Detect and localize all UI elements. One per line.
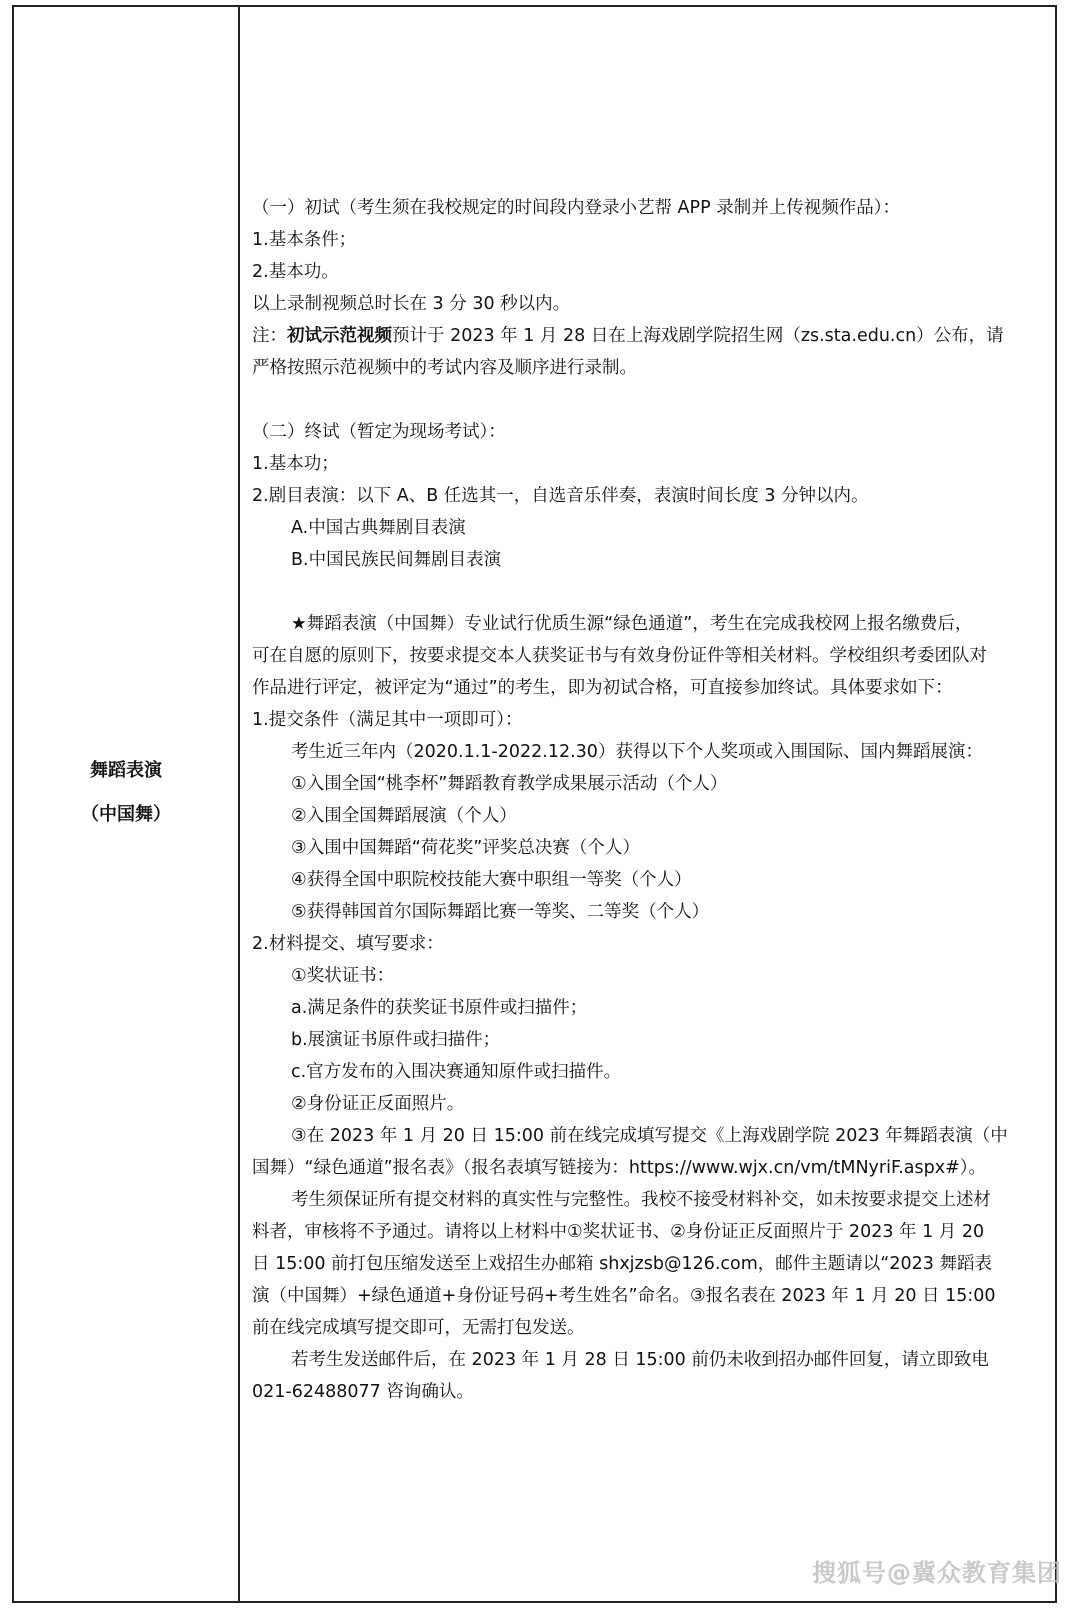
column-divider	[238, 5, 240, 1603]
prelim-duration: 以上录制视频总时长在 3 分 30 秒以内。	[252, 294, 571, 314]
award-item: ③入围中国舞蹈“荷花奖”评奖总决赛（个人）	[291, 838, 640, 858]
green-intro-2: 可在自愿的原则下，按要求提交本人获奖证书与有效身份证件等相关材料。学校组织考委团队对	[252, 646, 987, 666]
award-item: ②入围全国舞蹈展演（个人）	[291, 806, 517, 826]
note-rest: 预计于 2023 年 1 月 28 日在上海戏剧学院招生网（zs.sta.edu.cn）公布，请	[392, 326, 1004, 346]
prelim-heading: （一）初试（考生须在我校规定的时间段内登录小艺帮 APP 录制并上传视频作品）：	[252, 198, 900, 218]
materials-a: a.满足条件的获奖证书原件或扫描件；	[291, 998, 588, 1018]
verify-line-3: 日 15:00 前打包压缩发送至上戏招生办邮箱 shxjzsb@126.com，邮件主题请以“2023 舞蹈表	[252, 1254, 992, 1274]
prelim-item-1: 1.基本条件；	[252, 230, 357, 250]
verify-line-5: 前在线完成填写提交即可，无需打包发送。	[252, 1318, 585, 1338]
verify-line-2: 料者，审核将不予通过。请将以上材料中①奖状证书、②身份证正反面照片于 2023 年 1 月 20	[252, 1222, 985, 1242]
prelim-item-2: 2.基本功。	[252, 262, 339, 282]
final-heading: （二）终试（暂定为现场考试）：	[252, 422, 506, 442]
requirements-content	[252, 192, 1052, 1408]
materials-heading: 2.材料提交、填写要求：	[252, 934, 444, 954]
award-item: ①入围全国“桃李杯”舞蹈教育教学成果展示活动（个人）	[291, 774, 728, 794]
condition-heading: 1.提交条件（满足其中一项即可）：	[252, 710, 523, 730]
materials-id: ②身份证正反面照片。	[291, 1094, 465, 1114]
materials-c: c.官方发布的入围决赛通知原件或扫描件。	[291, 1062, 622, 1082]
verify-line-1: 考生须保证所有提交材料的真实性与完整性。我校不接受材料补交，如未按要求提交上述材	[291, 1190, 991, 1210]
condition-intro: 考生近三年内（2020.1.1-2022.12.30）获得以下个人奖项或入围国际、国内舞蹈展演：	[291, 742, 983, 762]
final-option-b: B.中国民族民间舞剧目表演	[291, 550, 502, 570]
final-option-a: A.中国古典舞剧目表演	[291, 518, 466, 538]
contact-line-1: 若考生发送邮件后，在 2023 年 1 月 28 日 15:00 前仍未收到招办邮件回复，请立即致电	[291, 1350, 989, 1370]
prelim-note	[252, 320, 1052, 352]
materials-form-1: ③在 2023 年 1 月 20 日 15:00 前在线完成填写提交《上海戏剧学院 2023 年舞蹈表演（中	[291, 1126, 1008, 1146]
verify-line-4: 演（中国舞）+绿色通道+身份证号码+考生姓名”命名。③报名表在 2023 年 1 月 20 日 15:00	[252, 1286, 996, 1306]
prelim-note-line2: 严格按照示范视频中的考试内容及顺序进行录制。	[252, 358, 637, 378]
materials-b: b.展演证书原件或扫描件；	[291, 1030, 501, 1050]
green-intro-3: 作品进行评定，被评定为“通过”的考生，即为初试合格，可直接参加终试。具体要求如下：	[252, 678, 953, 698]
materials-form-2: 国舞）“绿色通道”报名表》（报名表填写链接为：https://www.wjx.cn/vm/tMNyriF.aspx#）。	[252, 1158, 987, 1178]
green-intro-1: ★舞蹈表演（中国舞）专业试行优质生源“绿色通道”，考生在完成我校网上报名缴费后，	[291, 614, 973, 634]
final-item-2: 2.剧目表演：以下 A、B 任选其一，自选音乐伴奏，表演时间长度 3 分钟以内。	[252, 486, 869, 506]
note-bold: 初试示范视频	[287, 326, 392, 346]
final-item-1: 1.基本功；	[252, 454, 339, 474]
note-prefix: 注：	[252, 326, 287, 346]
watermark: 搜狐号@冀众教育集团	[812, 1559, 1062, 1587]
contact-line-2: 021-62488077 咨询确认。	[252, 1382, 474, 1402]
major-name: 舞蹈表演	[90, 760, 162, 781]
major-subname: （中国舞）	[81, 804, 171, 825]
materials-cert: ①奖状证书：	[291, 966, 395, 986]
award-item: ⑤获得韩国首尔国际舞蹈比赛一等奖、二等奖（个人）	[291, 902, 710, 922]
award-item: ④获得全国中职院校技能大赛中职组一等奖（个人）	[291, 870, 692, 890]
